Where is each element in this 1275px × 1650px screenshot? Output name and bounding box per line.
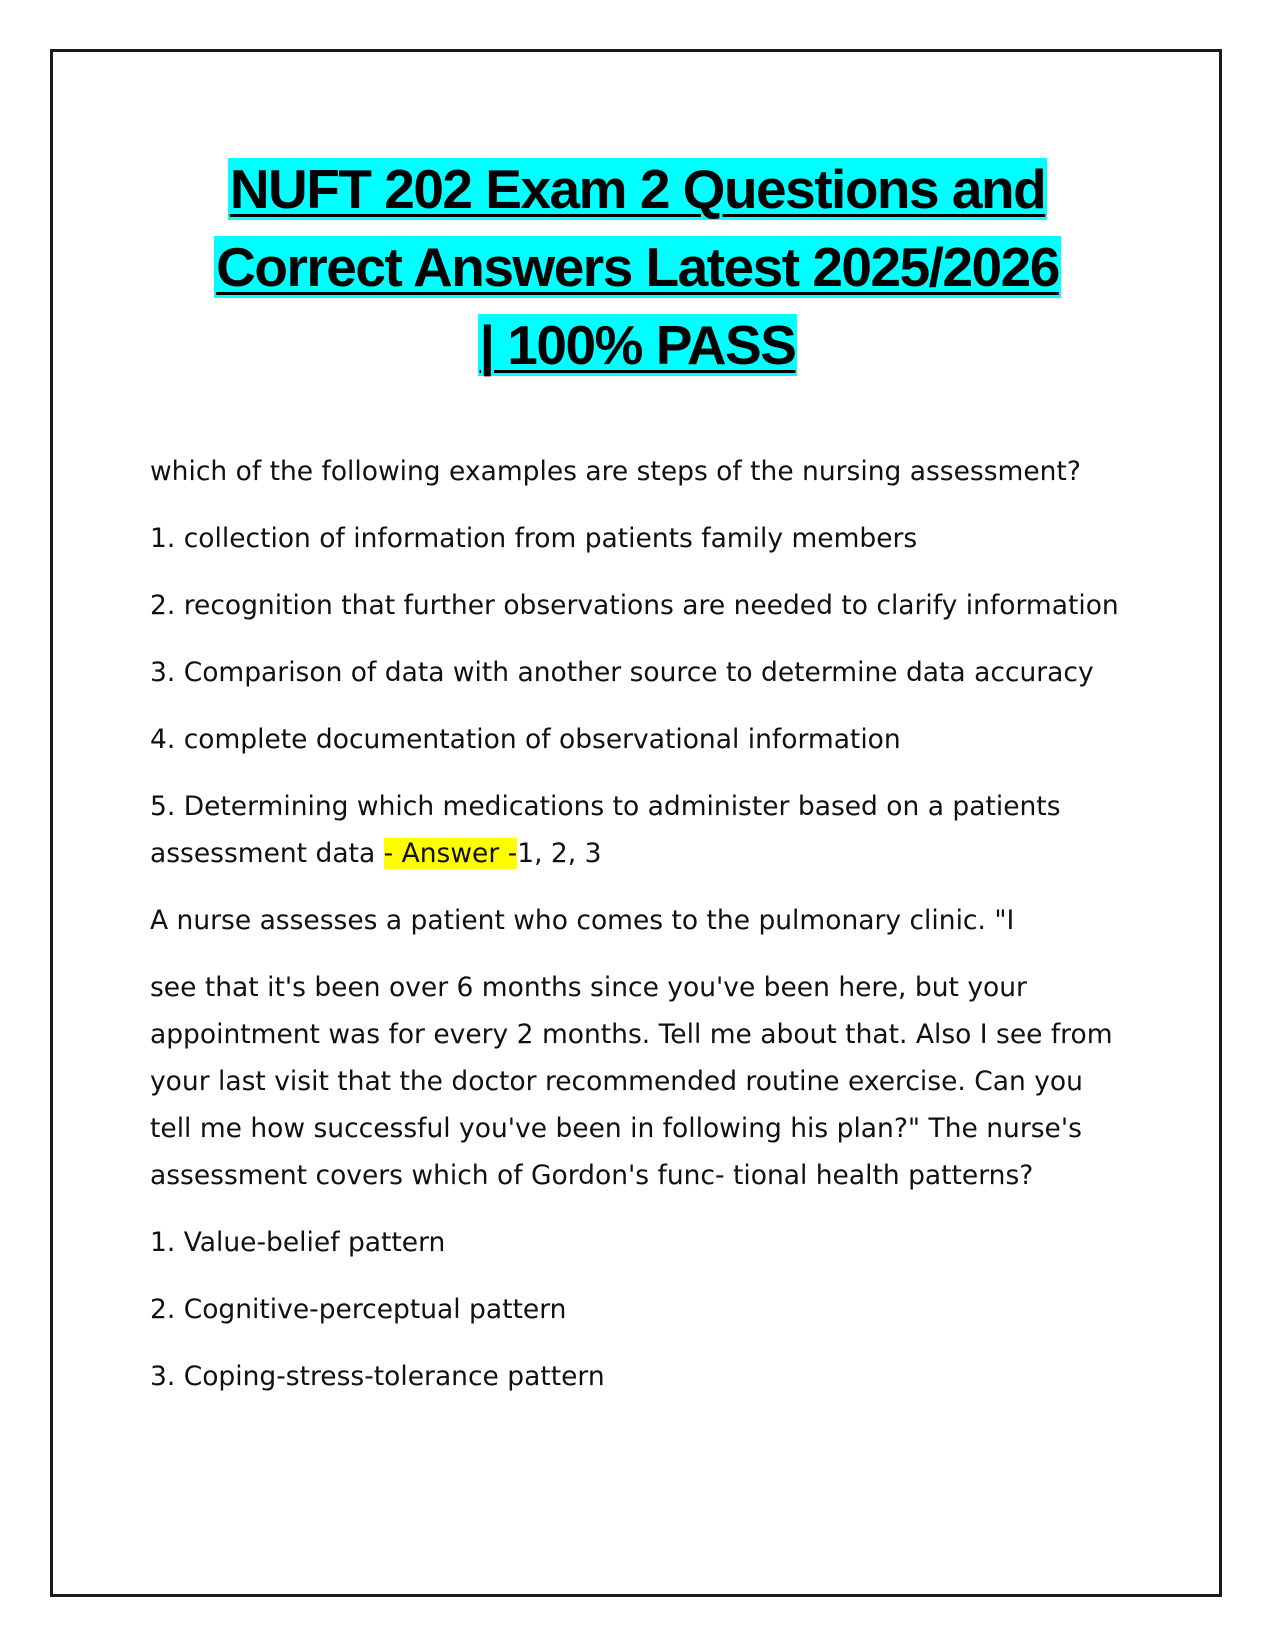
title-line-2: Correct Answers Latest 2025/2026 [216, 236, 1059, 298]
question-1-option-3: 3. Comparison of data with another source to determine data accuracy [150, 657, 1094, 688]
question-2-option-3: 3. Coping-stress-tolerance pattern [150, 1361, 605, 1392]
question-2-stem-part-2: see that it's been over 6 months since you've been here, but your appointment was for every 2 months. Tell me about that. Also I see from your last visit that the doctor recommended routine exercise. Can you tell me how successful you've been in following his plan?" The nurse's assessment covers which of Gordon's func- tional health patterns? [150, 972, 1113, 1191]
title-line-1: NUFT 202 Exam 2 Questions and [229, 158, 1046, 220]
question-1-option-5-with-answer [150, 783, 1125, 877]
answer-label: - Answer - [383, 838, 518, 869]
question-2-option-2: 2. Cognitive-perceptual pattern [150, 1294, 567, 1325]
answer-value: 1, 2, 3 [517, 838, 602, 869]
question-1-stem: which of the following examples are steps of the nursing assessment? [150, 456, 1081, 487]
question-2-option-1: 1. Value-belief pattern [150, 1227, 446, 1258]
question-1-option-5: 5. Determining which medications to administer based on a patients assessment data [150, 791, 1061, 869]
question-1-option-2: 2. recognition that further observations are needed to clarify information [150, 590, 1119, 621]
title-line-3: | 100% PASS [479, 314, 796, 376]
document-title [150, 150, 1125, 384]
question-1-option-4: 4. complete documentation of observational information [150, 724, 901, 755]
question-2-stem-part-1: A nurse assesses a patient who comes to the pulmonary clinic. "I [150, 905, 1015, 936]
question-1-option-1: 1. collection of information from patients family members [150, 523, 918, 554]
document-body [150, 448, 1125, 1420]
